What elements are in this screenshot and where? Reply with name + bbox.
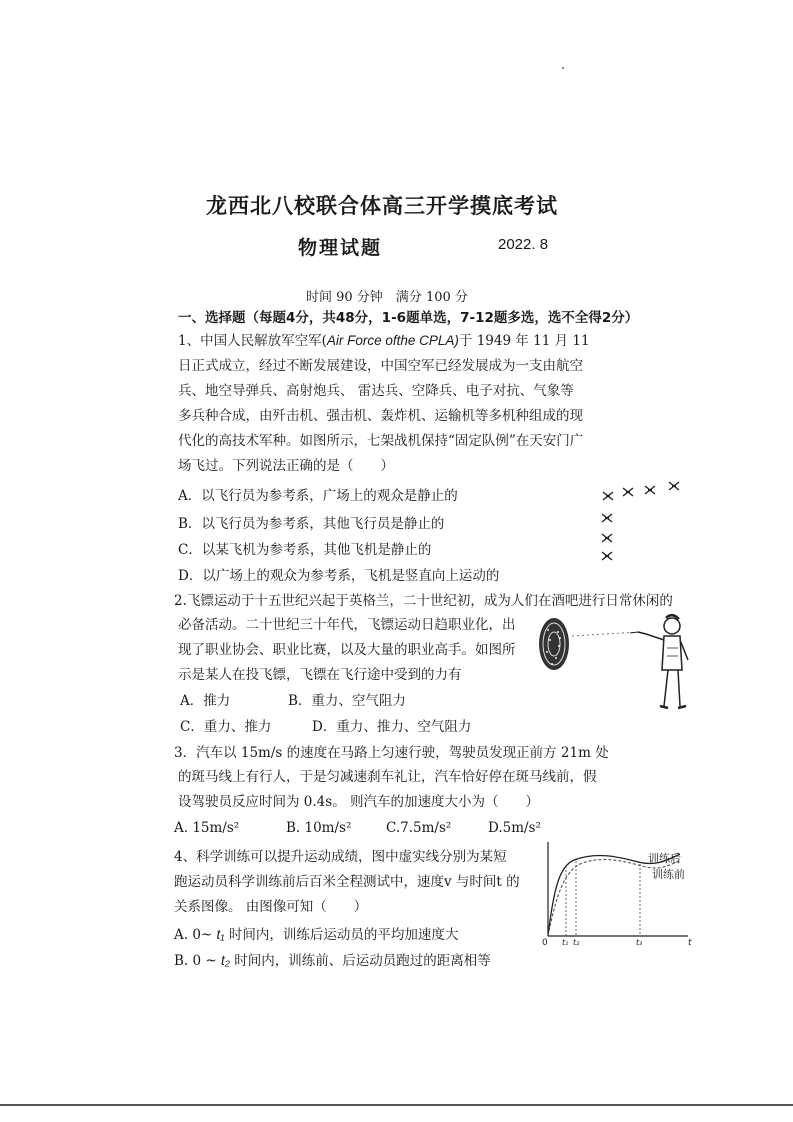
- dart-thrower-figure: [532, 608, 702, 718]
- q2-line1: 2.飞镖运动于十五世纪兴起于英格兰，二十世纪初，成为人们在酒吧进行日常休闲的: [174, 593, 673, 609]
- subject-title: 物理试题: [298, 237, 383, 259]
- jet-icon: [603, 492, 613, 500]
- t1-label: t₁: [562, 938, 569, 947]
- q1-line5: 代化的高技术军种。如图所示，七架战机保持“固定队例”在天安门广: [178, 433, 584, 449]
- q3-option-d: D.5m/s²: [488, 820, 541, 836]
- q2-line3: 现了职业协会、职业比赛，以及大量的职业高手。如图所: [178, 642, 516, 658]
- q4-line3: 关系图像。 由图像可知（ ）: [174, 899, 368, 915]
- q4-option-a: [174, 926, 458, 944]
- q3-line2: 的斑马线上有行人，于是匀减速刹车礼让，汽车恰好停在斑马线前，假: [178, 769, 597, 785]
- jet-icon: [645, 486, 655, 494]
- q4-option-b: [174, 952, 491, 970]
- jet-icon: [602, 534, 612, 542]
- q2-option-b: B．重力、空气阻力: [288, 693, 406, 709]
- q1-line6: 场飞过。下列说法正确的是（ ）: [178, 458, 394, 474]
- jet-icon: [602, 552, 612, 560]
- q1-line4: 多兵种合成，由歼击机、强击机、轰炸机、运输机等多机种组成的现: [178, 408, 583, 424]
- q1-line1: [178, 332, 590, 350]
- q4-option-a-prefix: A. 0~: [174, 927, 213, 943]
- q4-line1: 4、科学训练可以提升运动成绩，图中虚实线分别为某短: [174, 849, 507, 865]
- label-before: 训练前: [652, 868, 685, 881]
- q2-option-c: C．重力、推力: [180, 719, 272, 735]
- jet-formation-figure: [590, 476, 690, 566]
- q1-line1-a: 1、中国人民解放军空军(: [178, 333, 327, 349]
- time-info: 时间 90 分钟 满分 100 分: [306, 290, 468, 305]
- q1-line1-en: Air Force ofthe CPLA): [326, 333, 459, 348]
- scan-speck: [562, 67, 564, 69]
- q4-option-b-prefix: B. 0 ~: [174, 953, 217, 969]
- q1-line2: 日正式成立，经过不断发展建设，中国空军已经发展成为一支由航空: [178, 358, 583, 374]
- q2-line4: 示是某人在投飞镖，飞镖在飞行途中受到的力有: [178, 667, 462, 683]
- q3-option-b: B. 10m/s²: [286, 820, 352, 836]
- q1-option-d: D．以广场上的观众为参考系，飞机是竖直向上运动的: [178, 568, 500, 584]
- q4-option-b-text: 时间内，训练前、后运动员跑过的距离相等: [234, 953, 491, 969]
- dart-trajectory: [572, 632, 640, 636]
- exam-title: 龙西北八校联合体高三开学摸底考试: [206, 194, 558, 218]
- q1-line1-b: 于 1949 年 11 月 11: [458, 333, 590, 349]
- t-axis-label: t: [688, 938, 692, 948]
- origin-label: 0: [542, 938, 548, 948]
- q1-line3: 兵、地空导弹兵、高射炮兵、 雷达兵、空降兵、电子对抗、气象等: [178, 383, 574, 399]
- q3-line1: 3．汽车以 15m/s 的速度在马路上匀速行驶，驾驶员发现正前方 21m 处: [174, 745, 609, 761]
- section-heading: 一、选择题（每题4分，共48分，1-6题单选，7-12题多选，选不全得2分）: [178, 310, 639, 326]
- q4-option-a-text: 时间内，训练后运动员的平均加速度大: [228, 927, 459, 943]
- person-icon: [630, 615, 688, 708]
- q1-option-a: A．以飞行员为参考系，广场上的观众是静止的: [178, 488, 458, 504]
- q3-line3: 设驾驶员反应时间为 0.4s。 则汽车的加速度大小为（ ）: [178, 794, 539, 810]
- t2-label: t₂: [573, 938, 580, 947]
- q3-option-c: C.7.5m/s²: [386, 820, 452, 836]
- jet-icon: [602, 514, 612, 522]
- jet-icon: [623, 488, 633, 496]
- page-bottom-border: [0, 1104, 793, 1106]
- q4-line2: 跑运动员科学训练前后百米全程测试中，速度v 与时间t 的: [174, 874, 520, 890]
- dartboard-icon: [539, 618, 569, 670]
- q4-option-b-var: t₂: [221, 953, 230, 968]
- q4-option-a-var: t₁: [216, 927, 225, 942]
- curve-after-training: [548, 854, 680, 936]
- q1-option-c: C．以某飞机为参考系，其他飞机是静止的: [178, 542, 432, 558]
- t3-label: t₃: [636, 938, 643, 947]
- q3-option-a: A. 15m/s²: [174, 820, 240, 836]
- q1-option-b: B．以飞行员为参考系，其他飞行员是静止的: [178, 516, 445, 532]
- q2-option-a: A．推力: [180, 693, 231, 709]
- q2-line2: 必备活动。二十世纪三十年代，飞镖运动日趋职业化，出: [178, 617, 516, 633]
- jet-icon: [669, 482, 679, 490]
- q2-option-d: D．重力、推力、空气阻力: [312, 719, 472, 735]
- velocity-time-graph: [538, 836, 698, 948]
- exam-date: 2022. 8: [498, 236, 549, 253]
- label-after: 训练后: [648, 852, 681, 865]
